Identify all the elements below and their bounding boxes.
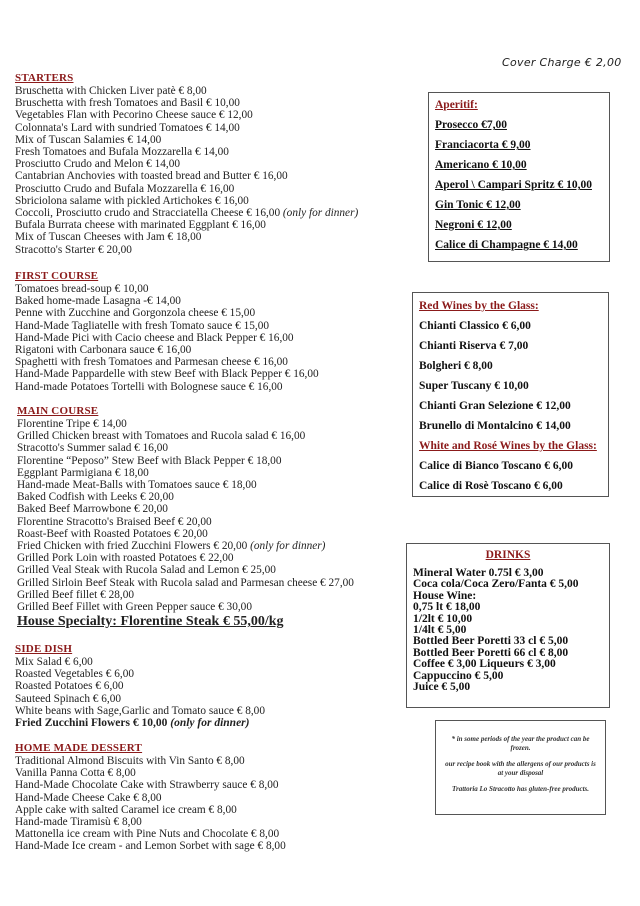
wines-by-glass-box <box>412 292 609 497</box>
menu-item-text: Florentine Stracotto's Braised Beef € 20,00 <box>17 515 212 528</box>
menu-item <box>17 577 354 589</box>
menu-item <box>15 283 319 295</box>
note-text: Trattoria Lo Stracotto has gluten-free products. <box>451 785 590 793</box>
menu-item-text: Fresh Tomatoes and Bufala Mozzarella € 14,00 <box>15 146 229 159</box>
menu-item <box>17 589 354 601</box>
house-specialty: House Specialty: Florentine Steak € 55,00/kg <box>17 614 284 630</box>
menu-item <box>15 170 358 182</box>
menu-item <box>15 307 319 319</box>
menu-item-text: Grilled Veal Steak with Rucola Salad and Lemon € 25,00 <box>17 564 276 577</box>
section-title: FIRST COURSE <box>15 270 99 282</box>
aperitif-item: Prosecco €7,00 <box>435 119 507 131</box>
menu-item-text: Bruschetta with Chicken Liver patè € 8,00 <box>15 85 207 97</box>
menu-item-text: Cantabrian Anchovies with toasted bread and Butter € 16,00 <box>15 170 288 183</box>
section-first-course <box>15 270 319 393</box>
section-main-course <box>17 405 354 630</box>
aperitif-item: Calice di Champagne € 14,00 <box>435 239 578 251</box>
menu-item-text: Roast-Beef with Roasted Potatoes € 20,00 <box>17 527 208 540</box>
menu-item <box>15 705 265 717</box>
menu-item <box>15 755 286 767</box>
menu-item-text: Hand-Made Pappardelle with stew Beef with Black Pepper € 16,00 <box>15 368 319 381</box>
section-dessert <box>15 742 286 853</box>
drink-item: 1/4lt € 5,00 <box>413 624 467 637</box>
drinks-box <box>406 543 610 708</box>
drink-item: Bottled Beer Poretti 66 cl € 8,00 <box>413 646 569 659</box>
menu-item-text: Grilled Chicken breast with Tomatoes and Rucola salad € 16,00 <box>17 430 306 443</box>
drink-item: 0,75 lt € 18,00 <box>413 601 481 614</box>
drink-item: House Wine: <box>413 589 477 602</box>
menu-item <box>17 418 354 430</box>
menu-item-text: Mix of Tuscan Salamies € 14,00 <box>15 133 162 146</box>
red-wine-item: Brunello di Montalcino € 14,00 <box>419 420 571 432</box>
white-wine-item: Calice di Rosè Toscano € 6,00 <box>419 480 563 492</box>
menu-item <box>17 516 354 528</box>
section-title: HOME MADE DESSERT <box>15 742 143 754</box>
menu-item <box>15 195 358 207</box>
menu-item-text: Sbriciolona salame with pickled Artichokes € 16,00 <box>15 194 249 207</box>
menu-item <box>17 540 354 552</box>
red-wine-item: Chianti Classico € 6,00 <box>419 320 531 332</box>
menu-item-text: Roasted Potatoes € 6,00 <box>15 680 124 693</box>
menu-item-text: Grilled Beef Fillet with Green Pepper sauce € 30,00 <box>17 601 252 614</box>
menu-item <box>15 295 319 307</box>
menu-item <box>17 564 354 576</box>
section-title: MAIN COURSE <box>17 405 99 417</box>
menu-item <box>15 804 286 816</box>
menu-item <box>15 840 286 852</box>
menu-item-text: Florentine “Peposo” Stew Beef with Black Pepper € 18,00 <box>17 454 282 467</box>
menu-item-text: Prosciutto Crudo and Bufala Mozzarella € 16,00 <box>15 182 235 195</box>
menu-item <box>15 792 286 804</box>
menu-item-text: Hand-Made Ice cream - and Lemon Sorbet with sage € 8,00 <box>15 840 286 853</box>
section-title: SIDE DISH <box>15 643 73 655</box>
menu-item-text: Traditional Almond Biscuits with Vin Santo € 8,00 <box>15 755 245 767</box>
menu-item-text: Grilled Sirloin Beef Steak with Rucola salad and Parmesan cheese € 27,00 <box>17 576 354 589</box>
section-side-dish <box>15 643 265 729</box>
aperitif-box <box>428 92 610 262</box>
drink-item: 1/2lt € 10,00 <box>413 612 473 625</box>
menu-item-text: Colonnata's Lard with sundried Tomatoes € 14,00 <box>15 121 240 134</box>
menu-item <box>17 601 354 613</box>
drink-item: Juice € 5,00 <box>413 681 471 694</box>
menu-item <box>15 219 358 231</box>
menu-item <box>15 356 319 368</box>
menu-item <box>15 244 358 256</box>
menu-item-text: Apple cake with salted Caramel ice cream € 8,00 <box>15 803 237 816</box>
menu-item-text: Hand-Made Tagliatelle with fresh Tomato sauce € 15,00 <box>15 319 269 332</box>
menu-item <box>15 146 358 158</box>
red-wine-item: Super Tuscany € 10,00 <box>419 380 529 392</box>
menu-item-text: Vegetables Flan with Pecorino Cheese sauce € 12,00 <box>15 109 253 122</box>
menu-item <box>15 693 265 705</box>
aperitif-item: Aperol \ Campari Spritz € 10,00 <box>435 179 592 191</box>
menu-item <box>15 668 265 680</box>
menu-item-note: (only for dinner) <box>250 540 326 553</box>
menu-item-text: Bruschetta with fresh Tomatoes and Basil € 10,00 <box>15 97 240 110</box>
drink-item: Coffee € 3,00 Liqueurs € 3,00 <box>413 658 556 671</box>
menu-item <box>17 455 354 467</box>
menu-item <box>15 109 358 121</box>
menu-item-text: Vanilla Panna Cotta € 8,00 <box>15 767 136 780</box>
menu-item-note: (only for dinner) <box>170 717 250 730</box>
menu-item-text: Tomatoes bread-soup € 10,00 <box>15 283 149 295</box>
menu-item-text: Penne with Zucchine and Gorgonzola cheese € 15,00 <box>15 307 256 320</box>
menu-item <box>15 183 358 195</box>
note-text: * in some periods of the year the product can be frozen. <box>451 735 590 752</box>
menu-item <box>15 207 358 219</box>
drink-item: Bottled Beer Poretti 33 cl € 5,00 <box>413 635 569 648</box>
menu-item-text: Fried Zucchini Flowers € 10,00 <box>15 717 171 730</box>
menu-item-text: Sauteed Spinach € 6,00 <box>15 692 122 705</box>
menu-item-text: Rigatoni with Carbonara sauce € 16,00 <box>15 344 192 357</box>
menu-item-text: Prosciutto Crudo and Melon € 14,00 <box>15 158 181 171</box>
menu-item-note: (only for dinner) <box>282 207 359 220</box>
menu-item <box>15 332 319 344</box>
menu-item-text: Florentine Tripe € 14,00 <box>17 418 127 430</box>
note-text: our recipe book with the allergens of our products is at your disposal <box>445 760 596 777</box>
menu-item-text: Spaghetti with fresh Tomatoes and Parmesan cheese € 16,00 <box>15 356 288 369</box>
aperitif-item: Gin Tonic € 12,00 <box>435 199 521 211</box>
aperitif-item: Americano € 10,00 <box>435 159 527 171</box>
red-wine-item: Bolgheri € 8,00 <box>419 360 493 372</box>
red-wine-item: Chianti Gran Selezione € 12,00 <box>419 400 571 412</box>
menu-item-text: Baked Codfish with Leeks € 20,00 <box>17 491 174 504</box>
menu-item <box>17 528 354 540</box>
menu-item-text: Grilled Pork Loin with roasted Potatoes € 22,00 <box>17 552 234 565</box>
aperitif-item: Franciacorta € 9,00 <box>435 139 531 151</box>
menu-item-text: Baked home-made Lasagna -€ 14,00 <box>15 295 181 308</box>
menu-item <box>17 552 354 564</box>
menu-item <box>15 767 286 779</box>
red-wines-title: Red Wines by the Glass: <box>419 300 539 312</box>
menu-item-text: Hand-Made Chocolate Cake with Strawberry sauce € 8,00 <box>15 779 279 792</box>
aperitif-title: Aperitif: <box>435 99 478 111</box>
menu-item-text: Mix of Tuscan Cheeses with Jam € 18,00 <box>15 231 202 244</box>
menu-item <box>17 430 354 442</box>
menu-item <box>15 344 319 356</box>
menu-item <box>15 828 286 840</box>
aperitif-item: Negroni € 12,00 <box>435 219 512 231</box>
menu-item <box>15 779 286 791</box>
white-wines-title: White and Rosé Wines by the Glass: <box>419 440 597 452</box>
drink-item: Mineral Water 0.75l € 3,00 <box>413 567 544 579</box>
red-wine-item: Chianti Riserva € 7,00 <box>419 340 529 352</box>
menu-item <box>17 491 354 503</box>
menu-item <box>15 97 358 109</box>
menu-item <box>15 231 358 243</box>
menu-item-text: Stracotto's Summer salad € 16,00 <box>17 442 169 455</box>
menu-item-text: Hand-made Potatoes Tortelli with Bolognese sauce € 16,00 <box>15 380 283 393</box>
menu-item <box>15 85 358 97</box>
section-title: STARTERS <box>15 72 74 84</box>
menu-item-text: Mattonella ice cream with Pine Nuts and Chocolate € 8,00 <box>15 828 280 841</box>
drink-item: Coca cola/Coca Zero/Fanta € 5,00 <box>413 578 579 591</box>
menu-item <box>15 816 286 828</box>
menu-item-text: White beans with Sage,Garlic and Tomato sauce € 8,00 <box>15 704 265 717</box>
menu-item-text: Hand-made Tiramisù € 8,00 <box>15 816 142 829</box>
menu-item <box>15 680 265 692</box>
menu-item <box>15 717 265 729</box>
menu-item-text: Coccoli, Prosciutto crudo and Stracciatella Cheese € 16,00 <box>15 207 283 220</box>
menu-item <box>17 442 354 454</box>
section-starters <box>15 72 358 256</box>
menu-item <box>15 134 358 146</box>
menu-item-text: Fried Chicken with fried Zucchini Flowers € 20,00 <box>17 540 251 553</box>
menu-item-text: Hand-made Meat-Balls with Tomatoes sauce € 18,00 <box>17 479 257 492</box>
menu-item <box>17 479 354 491</box>
menu-item-text: Bufala Burrata cheese with marinated Eggplant € 16,00 <box>15 219 266 232</box>
menu-item-text: Hand-Made Cheese Cake € 8,00 <box>15 791 162 804</box>
menu-item-text: Hand-Made Pici with Cacio cheese and Black Pepper € 16,00 <box>15 331 294 344</box>
menu-item-text: Stracotto's Starter € 20,00 <box>15 243 132 256</box>
white-wine-item: Calice di Bianco Toscano € 6,00 <box>419 460 573 472</box>
menu-item <box>15 656 265 668</box>
menu-item-text: Grilled Beef fillet € 28,00 <box>17 588 135 601</box>
menu-item <box>15 158 358 170</box>
cover-charge: Cover Charge € 2,00 <box>502 56 622 69</box>
menu-item-text: Baked Beef Marrowbone € 20,00 <box>17 503 168 516</box>
menu-item <box>15 368 319 380</box>
menu-item <box>15 122 358 134</box>
drink-item: Cappuccino € 5,00 <box>413 669 504 682</box>
menu-item <box>17 503 354 515</box>
menu-item <box>17 467 354 479</box>
menu-item-text: Eggplant Parmigiana € 18,00 <box>17 466 149 479</box>
menu-item <box>15 381 319 393</box>
drinks-title: DRINKS <box>485 549 531 561</box>
notes-box <box>435 720 606 815</box>
menu-item-text: Mix Salad € 6,00 <box>15 656 93 668</box>
menu-item-text: Roasted Vegetables € 6,00 <box>15 668 135 681</box>
menu-item <box>15 320 319 332</box>
